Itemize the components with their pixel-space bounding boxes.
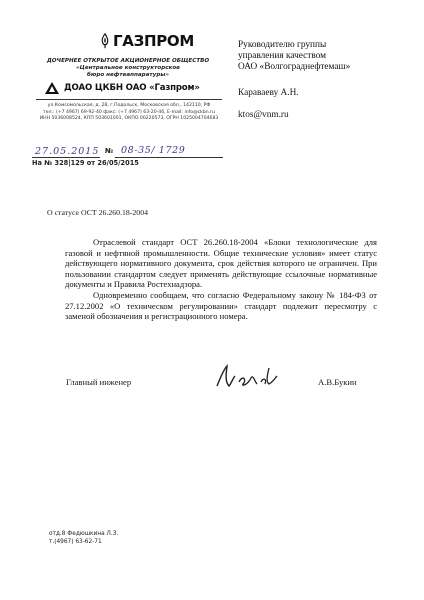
addressee-name: Караваеву А.Н.: [238, 88, 299, 98]
addressee-line: Руководителю группы: [238, 40, 327, 50]
addressee-email: ktos@vnm.ru: [238, 110, 289, 120]
number-underline: [115, 157, 223, 158]
addressee-line: управления качеством: [238, 51, 327, 61]
signatory-title: Главный инженер: [66, 377, 132, 387]
letter-subject: О статусе ОСТ 26.260.18-2004: [47, 208, 148, 217]
company-name: ГАЗПРОМ: [113, 32, 194, 50]
outgoing-number-label: №: [105, 147, 114, 155]
org-line: ДОЧЕРНЕЕ ОТКРЫТОЕ АКЦИОНЕРНОЕ ОБЩЕСТВО: [46, 58, 210, 64]
contact-block: [34, 103, 224, 123]
body-paragraph: Отраслевой стандарт ОСТ 26.260.18-2004 «Блоки технологические для газовой и нефтяной промышленности. Общие технические условия» имеет статус действующего нормативного документа, срок действия которого не ограничен. При пользовании стандартом следует применять действующие ссылочные нормативные документы и Правила Ростехнадзора.: [65, 237, 377, 290]
body-paragraph: Одновременно сообщаем, что согласно Федеральному закону № 184-ФЗ от 27.12.2002 «О техническом регулировании» стандарт подлежит пересмотру с заменой обозначения и регистрационного номера.: [65, 289, 377, 322]
gazprom-logo: [100, 28, 194, 54]
addressee-block: [238, 40, 408, 73]
executor-info: [49, 530, 118, 546]
branch-row: [44, 81, 222, 95]
letter-body: [65, 237, 377, 322]
addressee-line: ОАО «Волгограднефтемаш»: [238, 62, 351, 72]
date-underline: [32, 157, 100, 158]
outgoing-number: 08-35/ 1729: [121, 145, 186, 156]
incoming-reference: На № 328|129 от 26/05/2015: [32, 159, 139, 167]
ckbn-emblem-icon: [44, 81, 60, 95]
organization-name: [38, 58, 218, 79]
executor-name: отд.8 Федюшкина Л.З.: [49, 531, 119, 537]
outgoing-date: 27.05.2015: [35, 146, 100, 157]
contact-line: ул.Комсомольская, д. 28, г.Подольск, Московская обл., 142110, РФ: [47, 103, 211, 108]
signatory-name: А.В.Букин: [318, 377, 357, 387]
contact-line: ИНН 5036008524, КПП 503601001, ОКПО 00220573, ОГРН 1025004704683: [39, 116, 219, 122]
executor-phone: т.(4967) 63-62-71: [49, 539, 102, 545]
handwritten-signature-icon: [213, 362, 283, 392]
org-line: бюро нефтеаппаратуры»: [86, 72, 170, 78]
contact-line: тел.: (+7 4967) 69-92-40 факс: (+7 4967) 63-20-46, E-mail: info@ckbn.ru: [43, 109, 215, 115]
branch-name: ДОАО ЦКБН ОАО «Газпром»: [64, 83, 200, 93]
gazprom-flame-icon: [100, 30, 110, 52]
letterhead-divider: [36, 99, 222, 100]
org-line: «Центральное конструкторское: [76, 65, 180, 71]
